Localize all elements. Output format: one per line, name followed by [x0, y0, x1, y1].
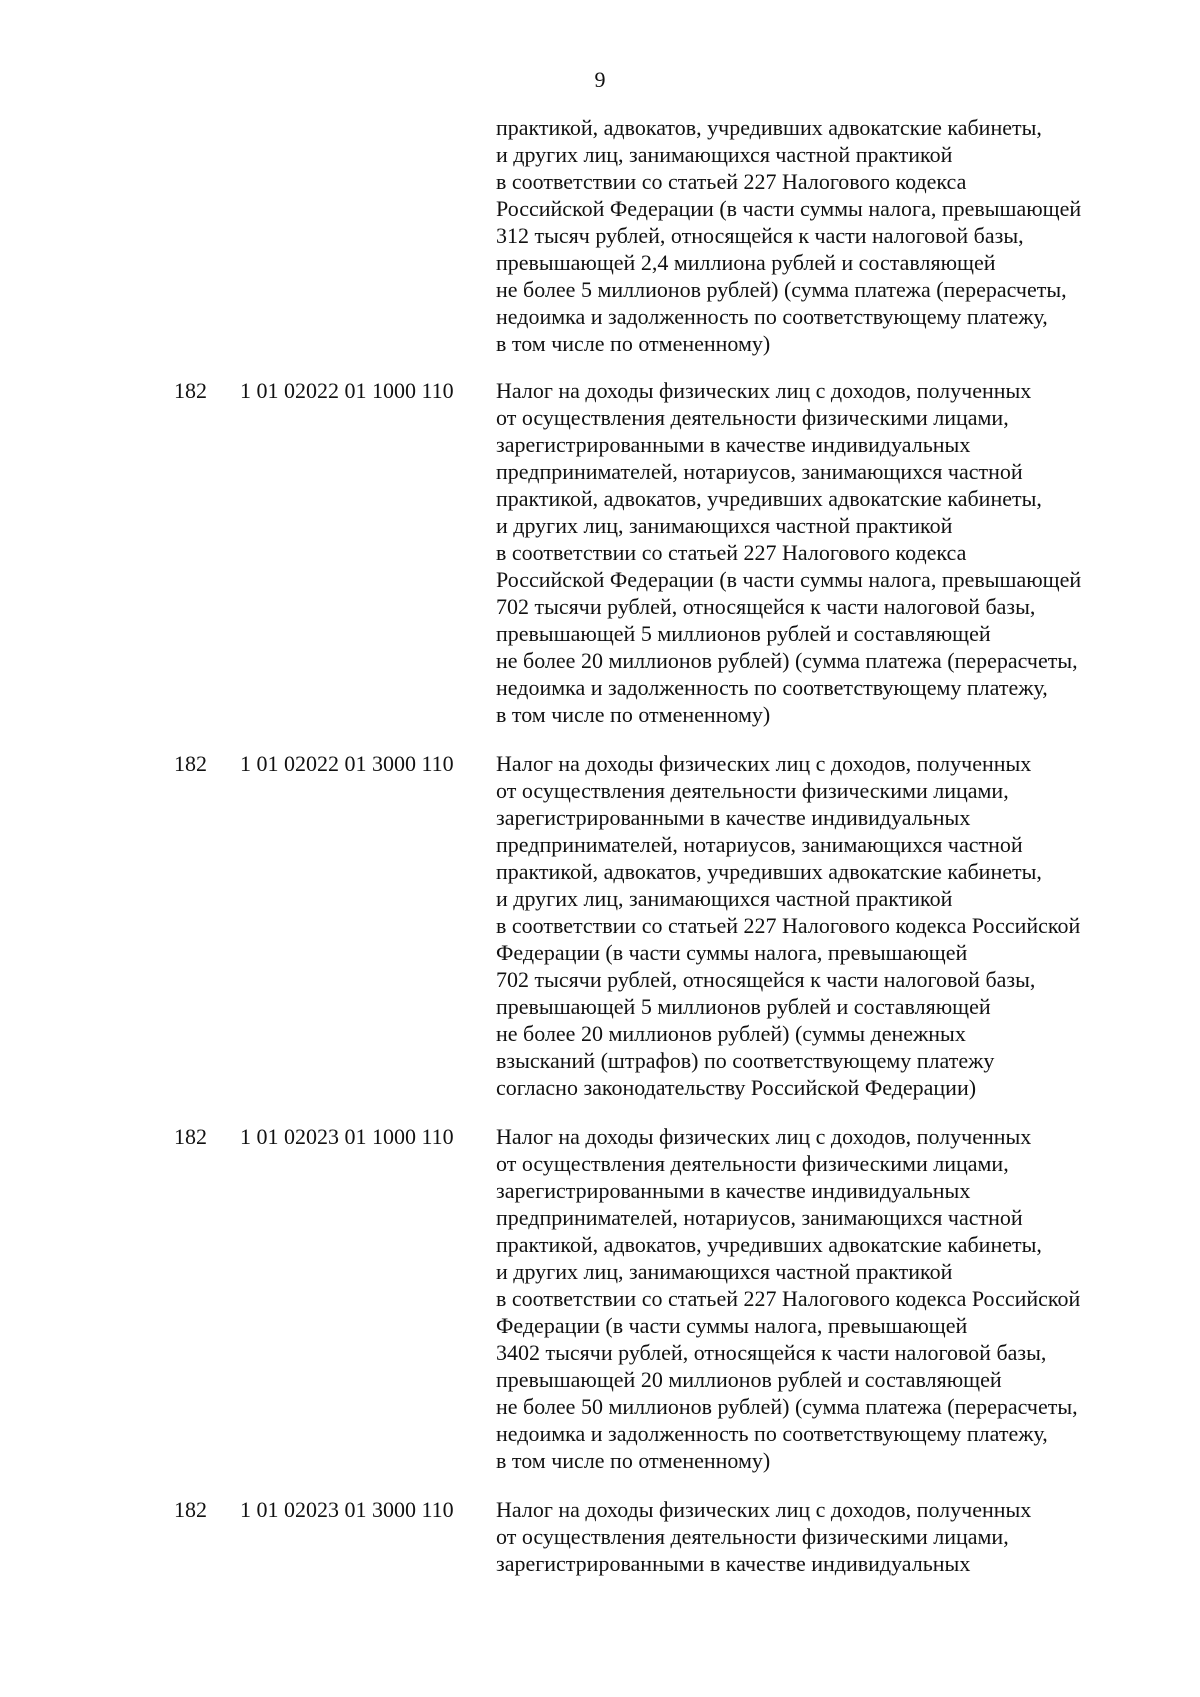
- description-line: предпринимателей, нотариусов, занимающихся частной: [496, 1205, 1023, 1230]
- page-number: 9: [594, 67, 606, 92]
- description-line: не более 50 миллионов рублей) (сумма платежа (перерасчеты,: [496, 1394, 1078, 1419]
- description-line: зарегистрированными в качестве индивидуальных: [496, 1551, 971, 1576]
- admin-code: 182: [174, 378, 207, 403]
- description-line: зарегистрированными в качестве индивидуальных: [496, 432, 971, 457]
- description-line: Российской Федерации (в части суммы налога, превышающей: [496, 567, 1082, 592]
- description-line: Налог на доходы физических лиц с доходов, полученных: [496, 751, 1032, 776]
- description-line: недоимка и задолженность по соответствующему платежу,: [496, 1421, 1048, 1446]
- admin-code: 182: [174, 1124, 207, 1149]
- description-line: и других лиц, занимающихся частной практикой: [496, 142, 953, 167]
- budget-classification-code: 1 01 02022 01 3000 110: [240, 751, 454, 776]
- description-line: 702 тысячи рублей, относящейся к части налоговой базы,: [496, 967, 1036, 992]
- description-line: предпринимателей, нотариусов, занимающихся частной: [496, 832, 1023, 857]
- description-line: в соответствии со статьей 227 Налогового кодекса: [496, 540, 967, 565]
- budget-classification-code: 1 01 02023 01 3000 110: [240, 1497, 454, 1522]
- description-line: и других лиц, занимающихся частной практикой: [496, 886, 953, 911]
- description-line: 3402 тысячи рублей, относящейся к части налоговой базы,: [496, 1340, 1047, 1365]
- description-line: Налог на доходы физических лиц с доходов, полученных: [496, 1124, 1032, 1149]
- description-line: практикой, адвокатов, учредивших адвокатские кабинеты,: [496, 115, 1042, 140]
- description-line: и других лиц, занимающихся частной практикой: [496, 1259, 953, 1284]
- budget-classification-code: 1 01 02022 01 1000 110: [240, 378, 454, 403]
- description-line: в соответствии со статьей 227 Налогового кодекса Российской: [496, 1286, 1081, 1311]
- description-line: зарегистрированными в качестве индивидуальных: [496, 805, 971, 830]
- description-line: 312 тысяч рублей, относящейся к части налоговой базы,: [496, 223, 1024, 248]
- description-line: предпринимателей, нотариусов, занимающихся частной: [496, 459, 1023, 484]
- description-line: не более 20 миллионов рублей) (суммы денежных: [496, 1021, 966, 1046]
- description-line: недоимка и задолженность по соответствующему платежу,: [496, 675, 1048, 700]
- description-line: Налог на доходы физических лиц с доходов, полученных: [496, 1497, 1032, 1522]
- description-line: в соответствии со статьей 227 Налогового кодекса Российской: [496, 913, 1081, 938]
- description-line: не более 20 миллионов рублей) (сумма платежа (перерасчеты,: [496, 648, 1078, 673]
- description-line: в соответствии со статьей 227 Налогового кодекса: [496, 169, 967, 194]
- description-line: превышающей 2,4 миллиона рублей и составляющей: [496, 250, 996, 275]
- description-line: в том числе по отмененному): [496, 1448, 771, 1473]
- description-line: в том числе по отмененному): [496, 331, 771, 356]
- description-line: согласно законодательству Российской Федерации): [496, 1075, 977, 1100]
- description-line: взысканий (штрафов) по соответствующему платежу: [496, 1048, 995, 1073]
- description-line: и других лиц, занимающихся частной практикой: [496, 513, 953, 538]
- description-line: недоимка и задолженность по соответствующему платежу,: [496, 304, 1048, 329]
- description-line: зарегистрированными в качестве индивидуальных: [496, 1178, 971, 1203]
- description-line: превышающей 20 миллионов рублей и составляющей: [496, 1367, 1002, 1392]
- description-line: практикой, адвокатов, учредивших адвокатские кабинеты,: [496, 486, 1042, 511]
- description-line: от осуществления деятельности физическими лицами,: [496, 1151, 1009, 1176]
- description-line: 702 тысячи рублей, относящейся к части налоговой базы,: [496, 594, 1036, 619]
- description-line: от осуществления деятельности физическими лицами,: [496, 405, 1009, 430]
- description-line: не более 5 миллионов рублей) (сумма платежа (перерасчеты,: [496, 277, 1067, 302]
- description-line: практикой, адвокатов, учредивших адвокатские кабинеты,: [496, 859, 1042, 884]
- description-line: от осуществления деятельности физическими лицами,: [496, 1524, 1009, 1549]
- description-line: Российской Федерации (в части суммы налога, превышающей: [496, 196, 1082, 221]
- budget-classification-code: 1 01 02023 01 1000 110: [240, 1124, 454, 1149]
- admin-code: 182: [174, 1497, 207, 1522]
- description-line: Федерации (в части суммы налога, превышающей: [496, 940, 968, 965]
- description-line: Федерации (в части суммы налога, превышающей: [496, 1313, 968, 1338]
- description-line: превышающей 5 миллионов рублей и составляющей: [496, 621, 991, 646]
- admin-code: 182: [174, 751, 207, 776]
- description-line: превышающей 5 миллионов рублей и составляющей: [496, 994, 991, 1019]
- description-line: практикой, адвокатов, учредивших адвокатские кабинеты,: [496, 1232, 1042, 1257]
- description-line: в том числе по отмененному): [496, 702, 771, 727]
- description-line: Налог на доходы физических лиц с доходов, полученных: [496, 378, 1032, 403]
- description-line: от осуществления деятельности физическими лицами,: [496, 778, 1009, 803]
